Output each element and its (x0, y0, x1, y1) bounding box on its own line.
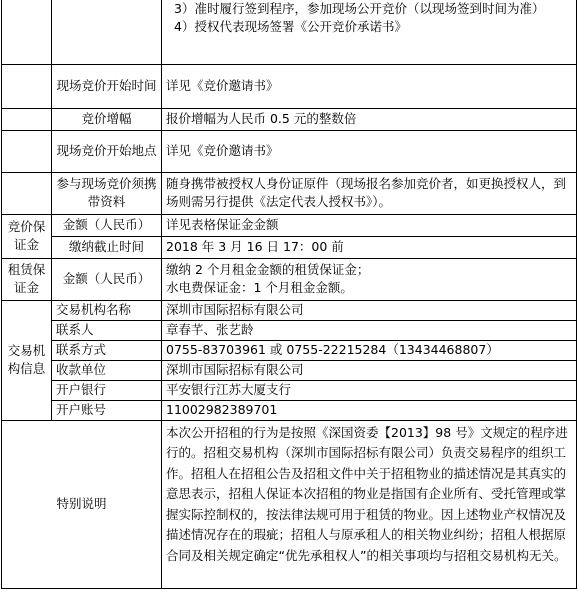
agency-bank-label: 开户银行 (52, 380, 162, 400)
info-table (1, 0, 577, 589)
agency-name-row (2, 300, 577, 320)
agency-bank-row (2, 380, 577, 400)
auction-documents-label: 参与现场竞价须携带资料 (52, 172, 162, 214)
lease-deposit-row (2, 258, 577, 300)
auction-start-time-row (2, 64, 577, 108)
agency-name-label: 交易机构名称 (52, 300, 162, 320)
lease-deposit-line-2: 水电费保证金：1 个月租金金额。 (166, 280, 353, 295)
bid-deposit-deadline-label: 缴纳截止时间 (52, 236, 162, 258)
agency-phone-row (2, 340, 577, 360)
bid-deposit-amount-row (2, 214, 577, 236)
agency-account-label: 开户账号 (52, 400, 162, 420)
auction-start-time-label: 现场竞价开始时间 (52, 64, 162, 108)
special-notes-label: 特别说明 (2, 420, 162, 588)
agency-bank-value: 平安银行江苏大厦支行 (162, 380, 577, 400)
agency-contact-row (2, 320, 577, 340)
auction-start-time-value: 详见《竞价邀请书》 (162, 64, 577, 108)
rule-step-4: 4）授权代表现场签署《公开竞价承诺书》 (174, 19, 407, 34)
agency-section-label: 交易机构信息 (2, 300, 52, 420)
lease-deposit-section-label: 租赁保证金 (2, 258, 52, 300)
auction-location-label: 现场竞价开始地点 (52, 130, 162, 172)
agency-account-row (2, 400, 577, 420)
bid-deposit-amount-value: 详见表格保证金金额 (162, 214, 577, 236)
agency-phone-label: 联系方式 (52, 340, 162, 360)
agency-phone-value: 0755-83703961 或 0755-22215284（13434468807） (162, 340, 577, 360)
bid-deposit-section-label: 竞价保证金 (2, 214, 52, 258)
auction-documents-row (2, 172, 577, 214)
auction-documents-value: 随身携带被授权人身份证原件（现场报名参加竞价者，如更换授权人，到场则需另行提供《法定代表人授权书》）。 (162, 172, 577, 214)
agency-name-value: 深圳市国际招标有限公司 (162, 300, 577, 320)
agency-payee-label: 收款单位 (52, 360, 162, 380)
agency-contact-label: 联系人 (52, 320, 162, 340)
agency-payee-value: 深圳市国际招标有限公司 (162, 360, 577, 380)
auction-increment-label: 竞价增幅 (52, 108, 162, 130)
bid-deposit-amount-label: 金额（人民币） (52, 214, 162, 236)
lease-deposit-amount-label: 金额（人民币） (52, 258, 162, 300)
agency-contact-value: 章春芊、张艺龄 (162, 320, 577, 340)
auction-location-value: 详见《竞价邀请书》 (162, 130, 577, 172)
bid-deposit-deadline-value: 2018 年 3 月 16 日 17：00 前 (162, 236, 577, 258)
rule-step-3: 3）准时履行签到程序，参加现场公开竞价（以现场签到时间为准） (174, 1, 545, 16)
auction-location-row (2, 130, 577, 172)
agency-account-value: 11002982389701 (162, 400, 577, 420)
special-notes-text: 本次公开招租的行为是按照《深国资委【2013】98 号》文规定的程序进行的。招租交易机构（深圳市国际招标有限公司）负责交易程序的组织工作。招租人在招租公告及招租文件中关于招租物业的描述情况是其真实的意思表示，招租人保证本次招租的物业是指国有企业所有、受托管理或掌握实际控制权的，按法律法规可用于租赁的物业。因上述物业产权情况及描述情况存在的瑕疵；招租人与原承租人的相关物业纠纷；招租人根据原合同及相关规定确定“优先承租权人”的相关事项均与招租交易机构无关。 (162, 420, 577, 588)
auction-increment-row (2, 108, 577, 130)
auction-increment-value: 报价增幅为人民币 0.5 元的整数倍 (162, 108, 577, 130)
lease-deposit-line-1: 缴纳 2 个月租金金额的租赁保证金； (166, 262, 370, 277)
rules-continuation-row (2, 0, 577, 64)
agency-payee-row (2, 360, 577, 380)
bid-deposit-deadline-row (2, 236, 577, 258)
special-notes-row (2, 420, 577, 588)
